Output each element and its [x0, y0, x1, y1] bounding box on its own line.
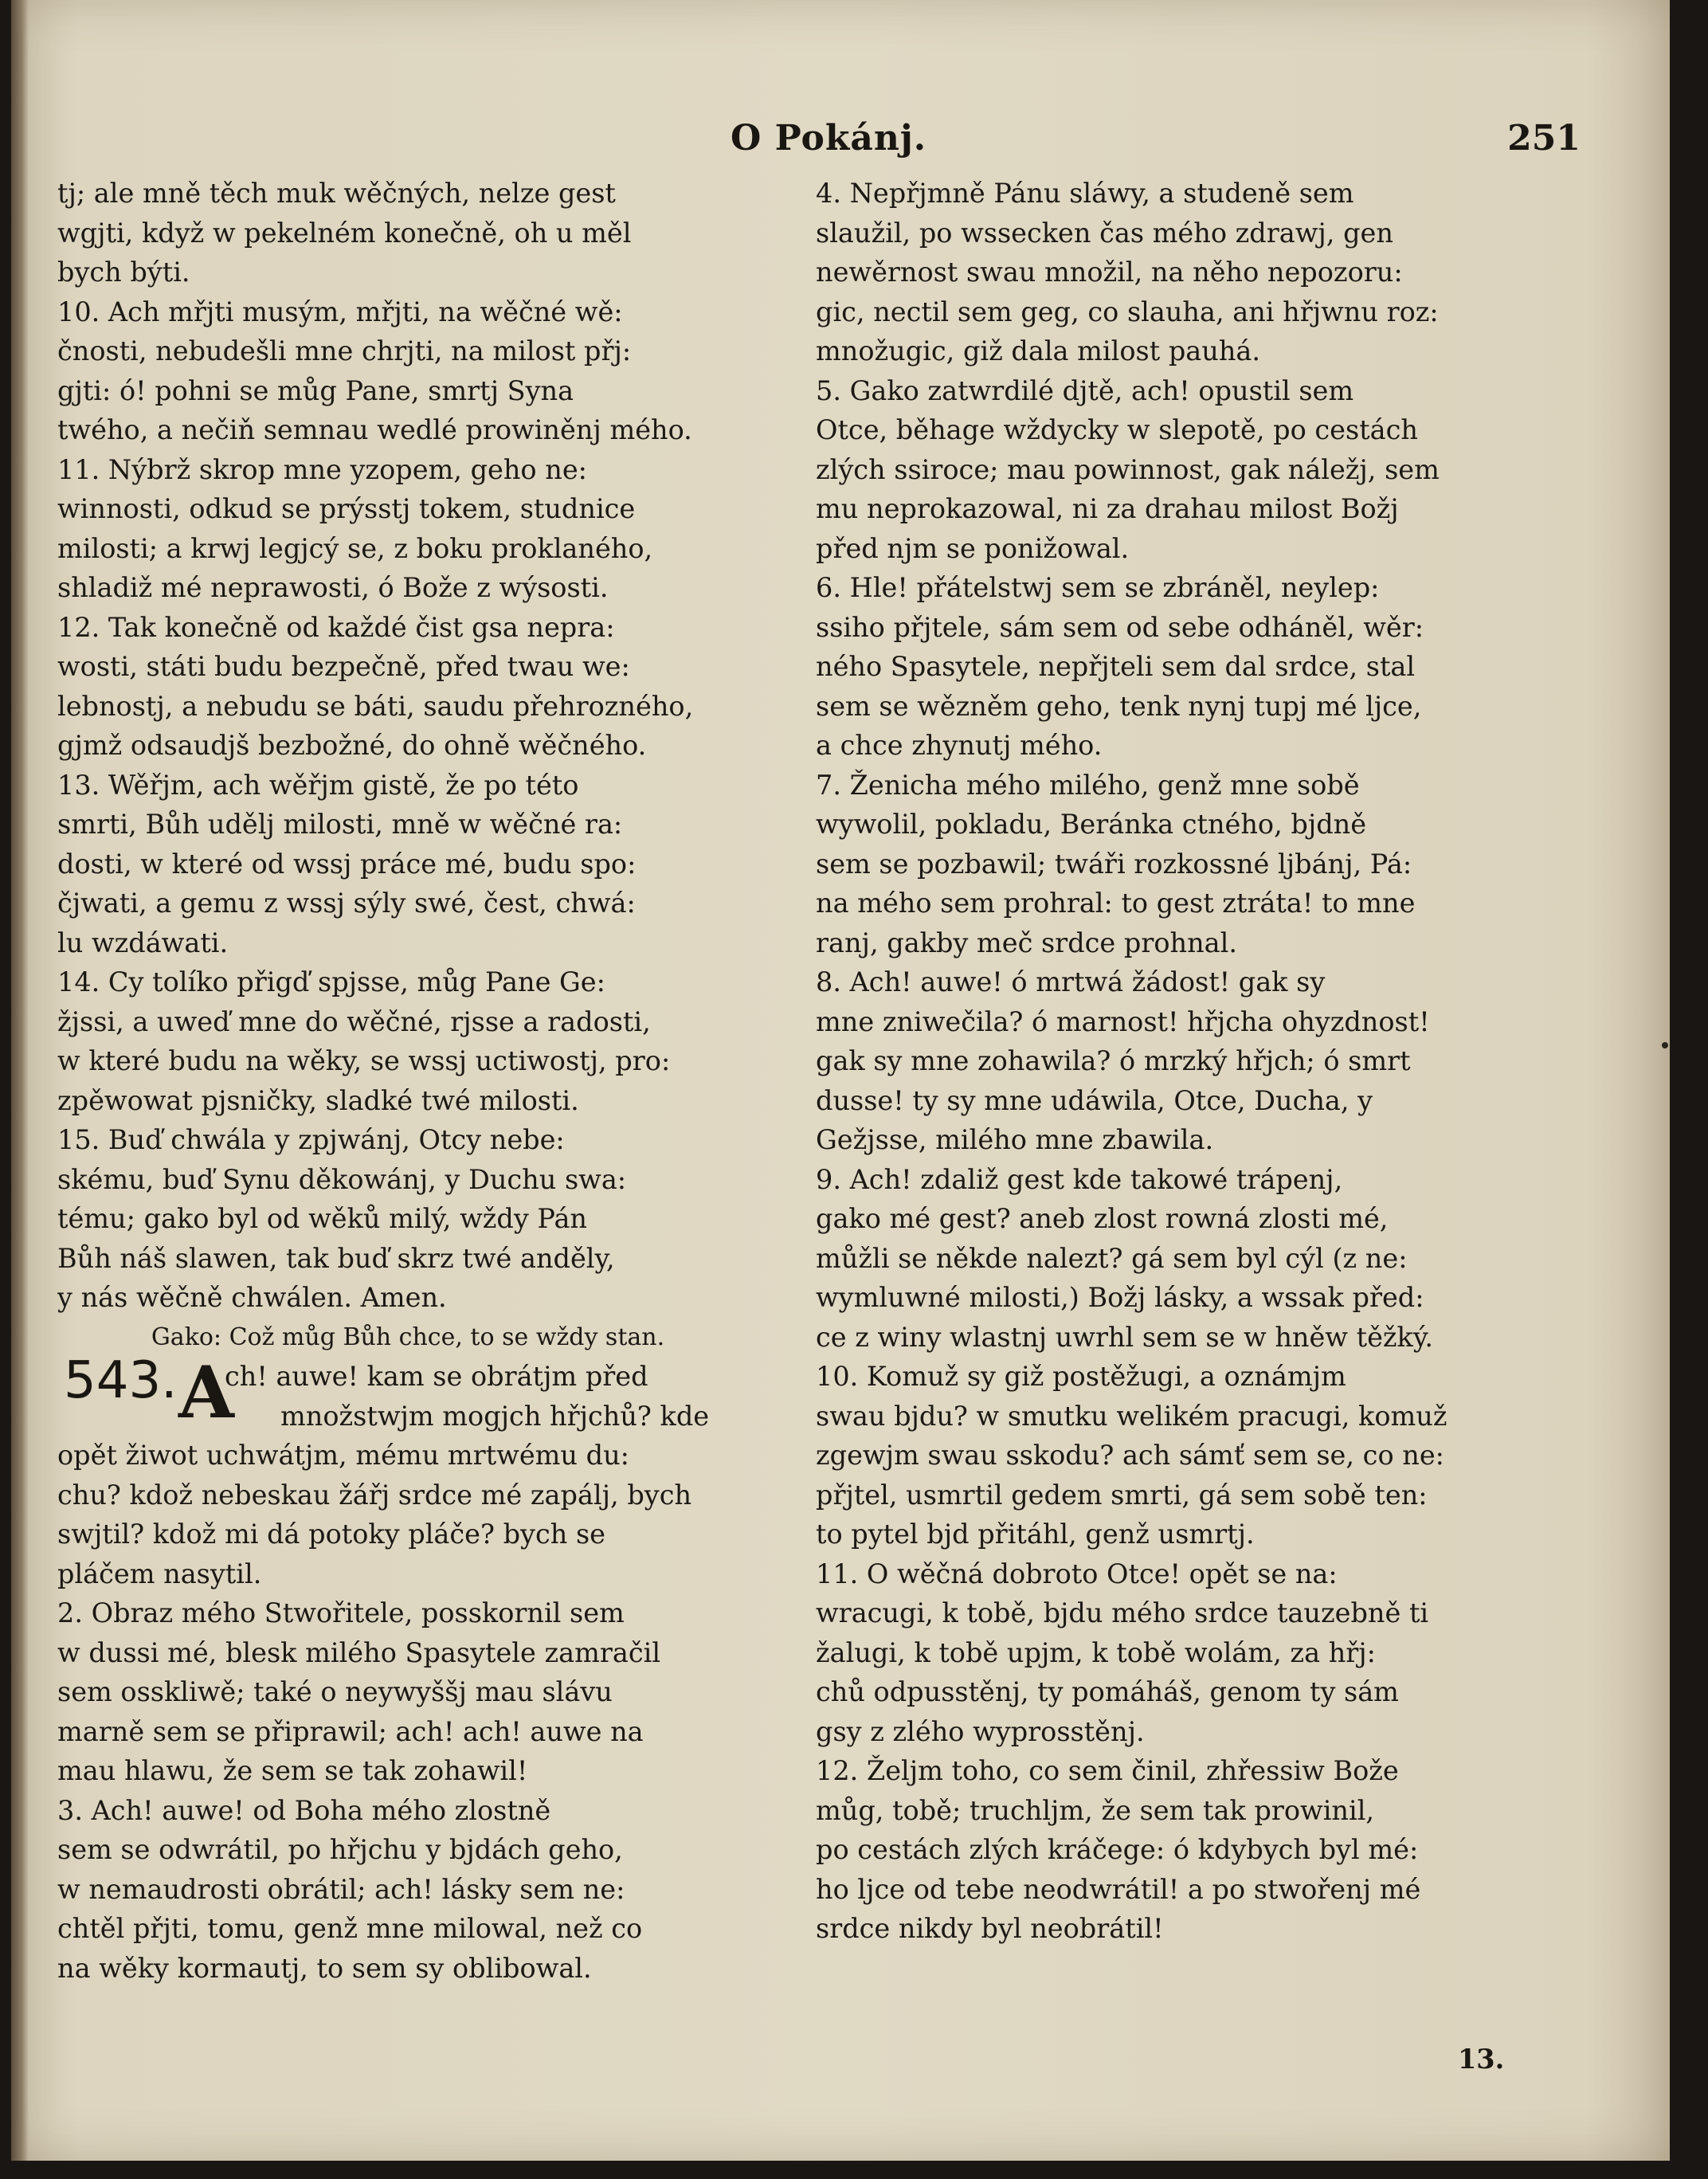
text-line: shladiž mé neprawosti, ó Bože z wýsosti.: [57, 572, 609, 603]
text-line: a chce zhynutj mého.: [816, 730, 1103, 761]
text-line: 3. Ach! auwe! od Boha mého zlostně: [57, 1794, 551, 1826]
text-line: gjmž odsaudjš bezbožné, do ohně wěčného.: [57, 730, 647, 761]
running-head: O Pokánj.: [730, 118, 927, 159]
drop-cap: A: [178, 1350, 234, 1435]
text-line: na wěky kormautj, to sem sy oblibowal.: [57, 1952, 592, 1984]
text-line: gjti: ó! pohni se můg Pane, smrtj Syna: [57, 374, 574, 406]
text-line: gak sy mne zohawila? ó mrzký hřjch; ó smrt: [816, 1045, 1411, 1076]
text-line: Otce, běhage wždycky w slepotě, po cestách: [816, 414, 1418, 445]
text-line: čjwati, a gemu z wssj sýly swé, čest, chwá:: [57, 888, 636, 919]
catchword: 13.: [1458, 2044, 1505, 2075]
text-line: žjssi, a uweď mne do wěčné, rjsse a radosti,: [57, 1005, 651, 1037]
text-line: čnosti, nebudešli mne chrjti, na milost přj:: [57, 335, 632, 366]
text-line: srdce nikdy byl neobrátil!: [816, 1913, 1164, 1944]
text-line: ranj, gakby meč srdce prohnal.: [816, 927, 1237, 958]
text-line: 6. Hle! přátelstwj sem se zbráněl, neylep:: [816, 572, 1380, 603]
text-line: winnosti, odkud se prýsstj tokem, studnice: [57, 493, 636, 524]
text-line: swau bjdu? w smutku welikém pracugi, komuž: [816, 1400, 1447, 1432]
hymn-number: 543.: [64, 1351, 178, 1410]
text-line: ného Spasytele, nepřjteli sem dal srdce, stal: [816, 651, 1416, 682]
text-line: můg, tobě; truchljm, že sem tak prowinil,: [816, 1794, 1375, 1826]
text-line: lu wzdáwati.: [57, 927, 229, 958]
text-line: dosti, w které od wssj práce mé, budu spo:: [57, 848, 637, 880]
text-line: můžli se někde nalezt? gá sem byl cýl (z ne:: [816, 1242, 1408, 1274]
text-line: 9. Ach! zdaliž gest kde takowé trápenj,: [816, 1163, 1343, 1195]
text-line: ce z winy wlastnj uwrhl sem se w hněw těžký.: [816, 1321, 1433, 1353]
text-line: 7. Ženicha mého milého, genž mne sobě: [816, 769, 1360, 801]
text-line: pláčem nasytil.: [57, 1558, 262, 1589]
text-line: mne zniwečila? ó marnost! hřjcha ohyzdnost!: [816, 1005, 1430, 1037]
text-line: wosti, státi budu bezpečně, před twau we:: [57, 651, 630, 682]
text-line: Gežjsse, milého mne zbawila.: [816, 1124, 1214, 1155]
hymn-second-line: množstwjm mogjch hřjchů? kde: [280, 1400, 710, 1432]
text-line: wywolil, pokladu, Beránka ctného, bjdně: [816, 809, 1367, 840]
text-line: chtěl přjti, tomu, genž mne milowal, než co: [57, 1913, 643, 1944]
text-line: bych býti.: [57, 257, 190, 288]
text-line: gic, nectil sem geg, co slauha, ani hřjwnu roz:: [816, 296, 1439, 327]
text-line: ho ljce od tebe neodwrátil! a po stwořenj mé: [816, 1873, 1421, 1905]
text-line: marně sem se připrawil; ach! ach! auwe na: [57, 1715, 644, 1747]
text-line: zgewjm swau sskodu? ach sámť sem se, co ne:: [816, 1440, 1444, 1471]
text-line: opět žiwot uchwátjm, mému mrtwému du:: [57, 1440, 629, 1471]
text-line: chu? kdož nebeskau žářj srdce mé zapálj, bych: [57, 1479, 692, 1511]
text-line: tj; ale mně těch muk wěčných, nelze gest: [57, 178, 616, 209]
page-number: 251: [1507, 118, 1581, 159]
text-line: přjtel, usmrtil gedem smrti, gá sem sobě ten:: [816, 1479, 1428, 1511]
text-line: to pytel bjd přitáhl, genž usmrtj.: [816, 1519, 1255, 1550]
text-line: w které budu na wěky, se wssj uctiwostj, pro:: [57, 1045, 671, 1076]
text-line: lebnostj, a nebudu se báti, saudu přehrozného,: [57, 690, 694, 722]
text-line: po cestách zlých kráčege: ó kdybych byl mé:: [816, 1834, 1419, 1865]
hymn-heading: [57, 1350, 758, 1436]
text-line: 4. Nepřjmně Pánu sláwy, a studeně sem: [816, 178, 1354, 209]
text-line: wymluwné milosti,) Božj lásky, a wssak před:: [816, 1282, 1424, 1313]
book-spine-shadow: [11, 0, 29, 2161]
text-line: skému, buď Synu děkowánj, y Duchu swa:: [57, 1163, 627, 1195]
text-line: twého, a nečiň semnau wedlé prowiněnj mého.: [57, 414, 692, 445]
text-line: smrti, Bůh udělj milosti, mně w wěčné ra:: [57, 809, 623, 840]
text-line: sem se pozbawil; twáři rozkossné ljbánj, Pá:: [816, 848, 1412, 880]
text-line: 10. Komuž sy giž postěžugi, a oznámjm: [816, 1361, 1346, 1392]
text-line: tému; gako byl od wěků milý, wždy Pán: [57, 1203, 588, 1234]
text-line: 12. Tak konečně od každé čist gsa nepra:: [57, 611, 615, 643]
text-line: 10. Ach mřjti musým, mřjti, na wěčné wě:: [57, 296, 623, 327]
text-line: žalugi, k tobě upjm, k tobě wolám, za hřj:: [816, 1636, 1376, 1668]
text-line: sem osskliwě; také o neywyššj mau slávu: [57, 1676, 613, 1707]
text-line: zlých ssiroce; mau powinnost, gak náležj, sem: [816, 453, 1440, 485]
text-line: 2. Obraz mého Stwořitele, posskornil sem: [57, 1597, 625, 1628]
text-line: zpěwowat pjsničky, sladké twé milosti.: [57, 1084, 579, 1116]
hymn-first-line: ch! auwe! kam se obrátjm před: [225, 1361, 648, 1392]
text-line: 5. Gako zatwrdilé djtě, ach! opustil sem: [816, 374, 1354, 406]
text-line: sem se wězněm geho, tenk nynj tupj mé ljce,: [816, 690, 1422, 722]
right-column: [816, 174, 1517, 1949]
text-line: Bůh náš slawen, tak buď skrz twé anděly,: [57, 1242, 615, 1274]
text-line: gsy z zlého wyprosstěnj.: [816, 1715, 1145, 1747]
text-line: wgjti, když w pekelném konečně, oh u měl: [57, 217, 632, 249]
margin-ink-spot: [1662, 1042, 1668, 1048]
text-line: slaužil, po wssecken čas mého zdrawj, gen: [816, 217, 1393, 249]
tune-indication: Gako: Což můg Bůh chce, to se wždy stan.: [151, 1323, 665, 1351]
text-line: ssiho přjtele, sám sem od sebe odháněl, wěr:: [816, 611, 1424, 643]
text-line: mau hlawu, že sem se tak zohawil!: [57, 1755, 528, 1786]
text-line: w dussi mé, blesk milého Spasytele zamračil: [57, 1636, 661, 1668]
text-line: 12. Željm toho, co sem činil, zhřessiw Bože: [816, 1755, 1399, 1786]
text-line: swjtil? kdož mi dá potoky pláče? bych se: [57, 1519, 605, 1550]
text-line: před njm se ponižowal.: [816, 532, 1130, 564]
text-line: gako mé gest? aneb zlost rowná zlosti mé,: [816, 1203, 1389, 1234]
text-line: wracugi, k tobě, bjdu mého srdce tauzebně ti: [816, 1597, 1429, 1628]
text-line: na mého sem prohral: to gest ztráta! to mne: [816, 888, 1416, 919]
text-line: 15. Buď chwála y zpjwánj, Otcy nebe:: [57, 1124, 565, 1155]
text-line: dusse! ty sy mne udáwila, Otce, Ducha, y: [816, 1084, 1373, 1116]
text-line: mu neprokazowal, ni za drahau milost Božj: [816, 493, 1399, 524]
text-line: y nás wěčně chwálen. Amen.: [57, 1282, 447, 1313]
text-line: sem se odwrátil, po hřjchu y bjdách geho,: [57, 1834, 623, 1865]
text-line: 8. Ach! auwe! ó mrtwá žádost! gak sy: [816, 966, 1326, 997]
text-line: množugic, giž dala milost pauhá.: [816, 335, 1261, 366]
text-line: 11. Nýbrž skrop mne yzopem, geho ne:: [57, 453, 587, 485]
text-line: 11. O wěčná dobroto Otce! opět se na:: [816, 1558, 1338, 1589]
text-line: chů odpusstěnj, ty pomáháš, genom ty sám: [816, 1676, 1399, 1707]
text-line: milosti; a krwj legjcý se, z boku proklaného,: [57, 532, 653, 564]
text-line: 13. Wěřjm, ach wěřjm gistě, že po této: [57, 769, 579, 801]
text-line: 14. Cy tolíko přigď spjsse, můg Pane Ge:: [57, 966, 605, 997]
left-column: [57, 174, 758, 1988]
text-line: newěrnost swau množil, na něho nepozoru:: [816, 257, 1403, 288]
text-line: w nemaudrosti obrátil; ach! lásky sem ne:: [57, 1873, 625, 1905]
